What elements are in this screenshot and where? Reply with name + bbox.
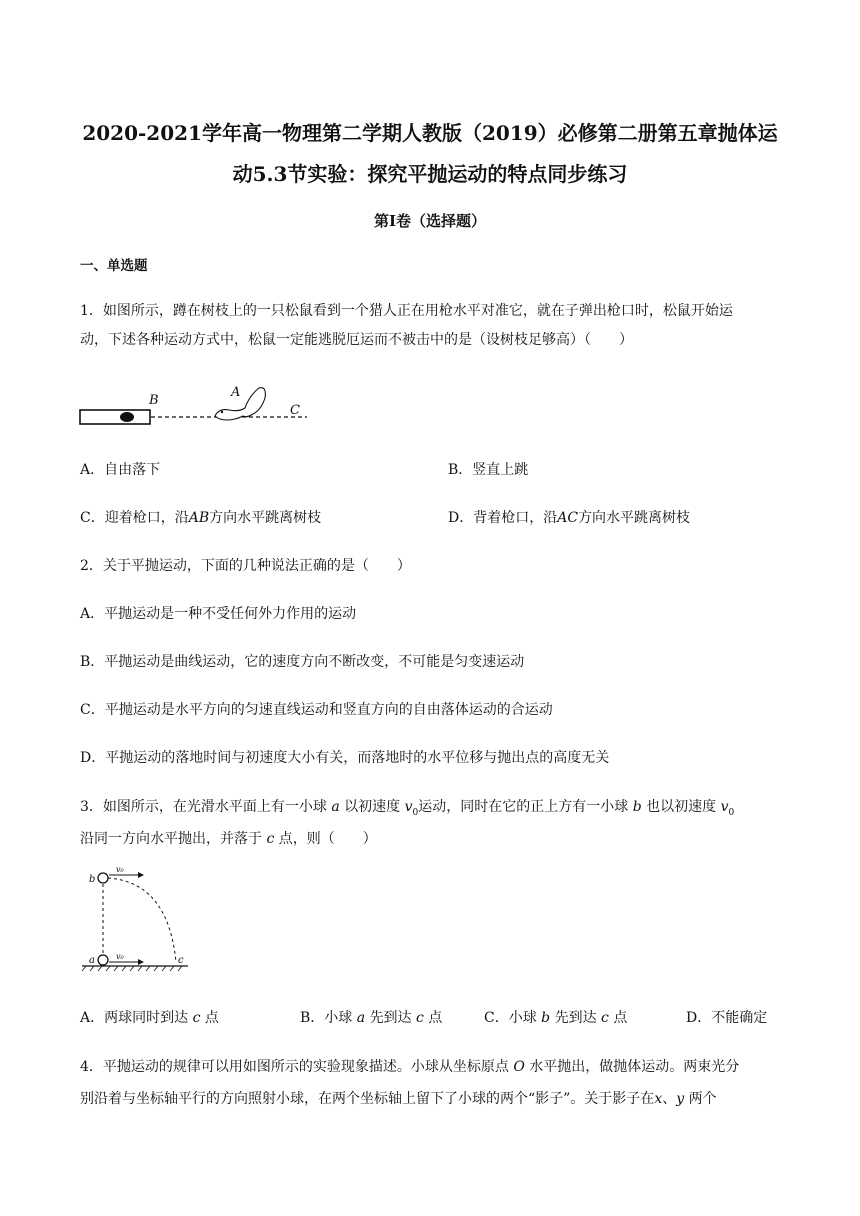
q4-stem-line-1: 4．平抛运动的规律可以用如图所示的实验现象描述。小球从坐标原点 O 水平抛出，做抛体运动。两束光分 — [80, 1059, 740, 1075]
q1-figure-label-c: C — [290, 403, 300, 418]
q4-stem-line-2: 别沿着与坐标轴平行的方向照射小球，在两个坐标轴上留下了小球的两个“影子”。关于影子在x、y 两个 — [80, 1091, 717, 1107]
q3-figure-label-v0-top: v₀ — [116, 865, 124, 874]
q1-figure-label-a: A — [231, 385, 241, 400]
q3-figure-two-balls — [78, 862, 193, 972]
q2-option-a: A．平抛运动是一种不受任何外力作用的运动 — [80, 606, 357, 622]
q3-option-c: C．小球 b 先到达 c 点 — [484, 1010, 628, 1026]
q3-stem-line-1: 3．如图所示，在光滑水平面上有一小球 a 以初速度 $v_0$运动，同时在它的正上方有一小球 b 也以初速度 $v_0$ — [80, 799, 735, 818]
document-title-line-2: 动5.3节实验：探究平抛运动的特点同步练习 — [232, 162, 628, 186]
q1-option-a: A．自由落下 — [80, 462, 161, 478]
q3-option-b: B．小球 a 先到达 c 点 — [300, 1010, 443, 1026]
document-title-line-1: 2020-2021学年高一物理第二学期人教版（2019）必修第二册第五章抛体运 — [82, 121, 778, 145]
section-title: 一、单选题 — [80, 258, 148, 274]
volume-title: 第Ⅰ卷（选择题） — [373, 212, 487, 230]
q3-option-a: A．两球同时到达 c 点 — [80, 1010, 219, 1026]
q1-figure-label-b: B — [149, 393, 159, 408]
q1-stem-line-1: 1．如图所示，蹲在树枝上的一只松鼠看到一个猎人正在用枪水平对准它，就在子弹出枪口时，松鼠开始运 — [80, 303, 733, 319]
q2-stem: 2．关于平抛运动，下面的几种说法正确的是（ ） — [80, 558, 411, 574]
q1-stem-line-2: 动，下述各种运动方式中，松鼠一定能逃脱厄运而不被击中的是（设树枝足够高）（ ） — [80, 332, 633, 348]
q3-figure-label-v0-bottom: v₀ — [116, 952, 124, 961]
q1-figure-squirrel-gun — [75, 380, 315, 432]
q3-option-d: D．不能确定 — [686, 1010, 768, 1026]
q1-option-d: D．背着枪口，沿AC方向水平跳离树枝 — [448, 510, 691, 526]
q2-option-b: B．平抛运动是曲线运动，它的速度方向不断改变，不可能是匀变速运动 — [80, 654, 525, 670]
q2-option-c: C．平抛运动是水平方向的匀速直线运动和竖直方向的自由落体运动的合运动 — [80, 702, 553, 718]
q3-figure-label-b: b — [89, 874, 96, 885]
q3-figure-label-a: a — [89, 955, 95, 966]
q2-option-d: D．平抛运动的落地时间与初速度大小有关，而落地时的水平位移与抛出点的高度无关 — [80, 750, 610, 766]
q1-option-b: B．竖直上跳 — [448, 462, 529, 478]
q3-stem-line-2: 沿同一方向水平抛出，并落于 c 点，则（ ） — [80, 831, 377, 847]
q1-option-c: C．迎着枪口，沿AB方向水平跳离树枝 — [80, 510, 322, 526]
q3-figure-label-c: c — [178, 955, 184, 966]
